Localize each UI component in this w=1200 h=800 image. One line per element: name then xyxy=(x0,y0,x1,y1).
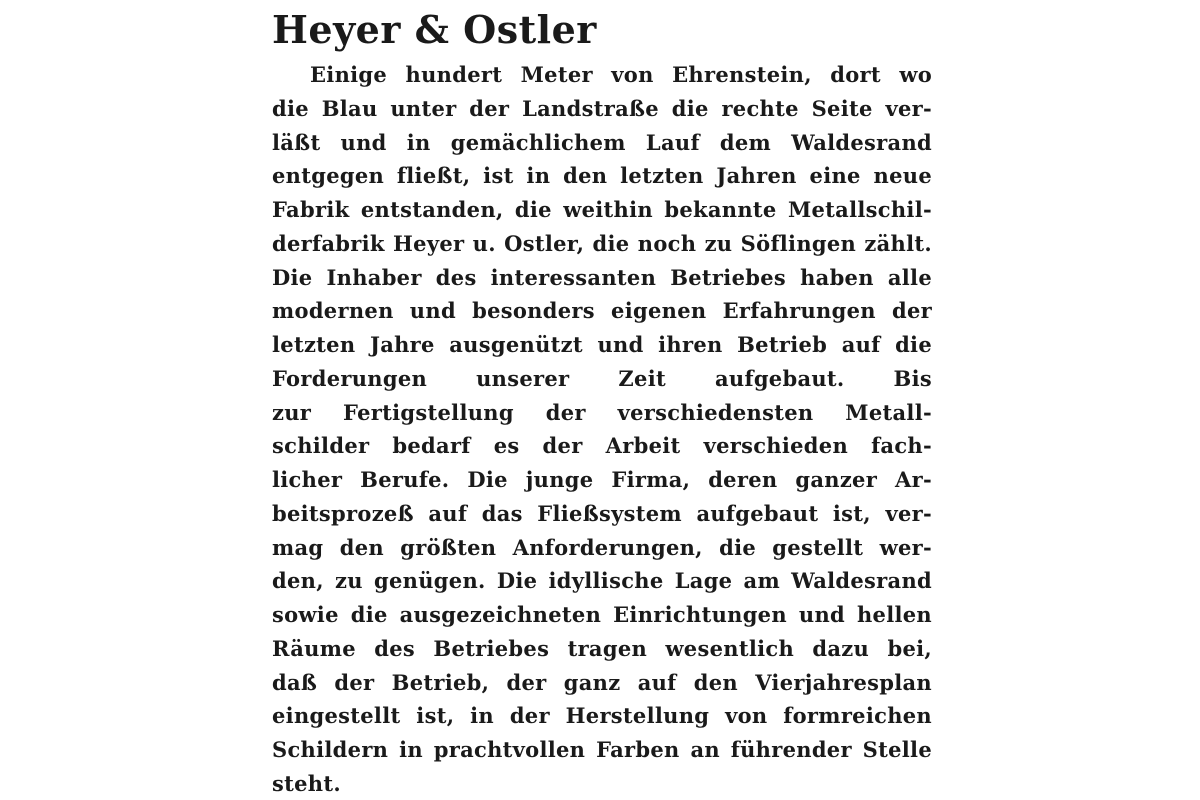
article-line: derfabrik Heyer u. Ostler, die noch zu Söflingen zählt. xyxy=(272,230,932,256)
article-line: zur Fertigstellung der verschiedensten Metall- xyxy=(272,399,932,425)
article-line: Schildern in prachtvollen Farben an führender Stelle xyxy=(272,737,932,762)
article-line: Räume des Betriebes tragen wesentlich dazu bei, xyxy=(272,635,932,661)
article-line: Forderungen unserer Zeit aufgebaut. Bis xyxy=(272,365,932,391)
article-headline: Heyer & Ostler xyxy=(272,7,597,52)
newspaper-clipping xyxy=(272,6,932,796)
article-line: läßt und in gemächlichem Lauf dem Waldesrand xyxy=(272,129,932,155)
article-line: eingestellt ist, in der Herstellung von formreichen xyxy=(272,703,932,729)
article-line: schilder bedarf es der Arbeit verschieden fach- xyxy=(272,433,932,459)
article-line: beitsprozeß auf das Fließsystem aufgebaut ist, ver- xyxy=(272,500,932,526)
article-line: den, zu genügen. Die idyllische Lage am Waldesrand xyxy=(272,568,932,594)
article-line: Einige hundert Meter von Ehrenstein, dort wo xyxy=(310,62,932,87)
article-line: modernen und besonders eigenen Erfahrungen der xyxy=(272,298,932,324)
article-body xyxy=(272,58,932,800)
article-line: steht. xyxy=(272,770,341,796)
article-line: letzten Jahre ausgenützt und ihren Betrieb auf die xyxy=(272,332,932,357)
article-line: daß der Betrieb, der ganz auf den Vierjahresplan xyxy=(272,669,932,695)
article-line: mag den größten Anforderungen, die gestellt wer- xyxy=(272,534,932,560)
article-line: die Blau unter der Landstraße die rechte Seite ver- xyxy=(272,95,932,121)
article-line: entgegen fließt, ist in den letzten Jahren eine neue xyxy=(272,163,932,189)
article-line: sowie die ausgezeichneten Einrichtungen und hellen xyxy=(272,602,932,627)
article-line: licher Berufe. Die junge Firma, deren ganzer Ar- xyxy=(272,467,932,492)
article-line: Die Inhaber des interessanten Betriebes haben alle xyxy=(272,264,932,290)
article-line: Fabrik entstanden, die weithin bekannte Metallschil- xyxy=(272,197,932,222)
